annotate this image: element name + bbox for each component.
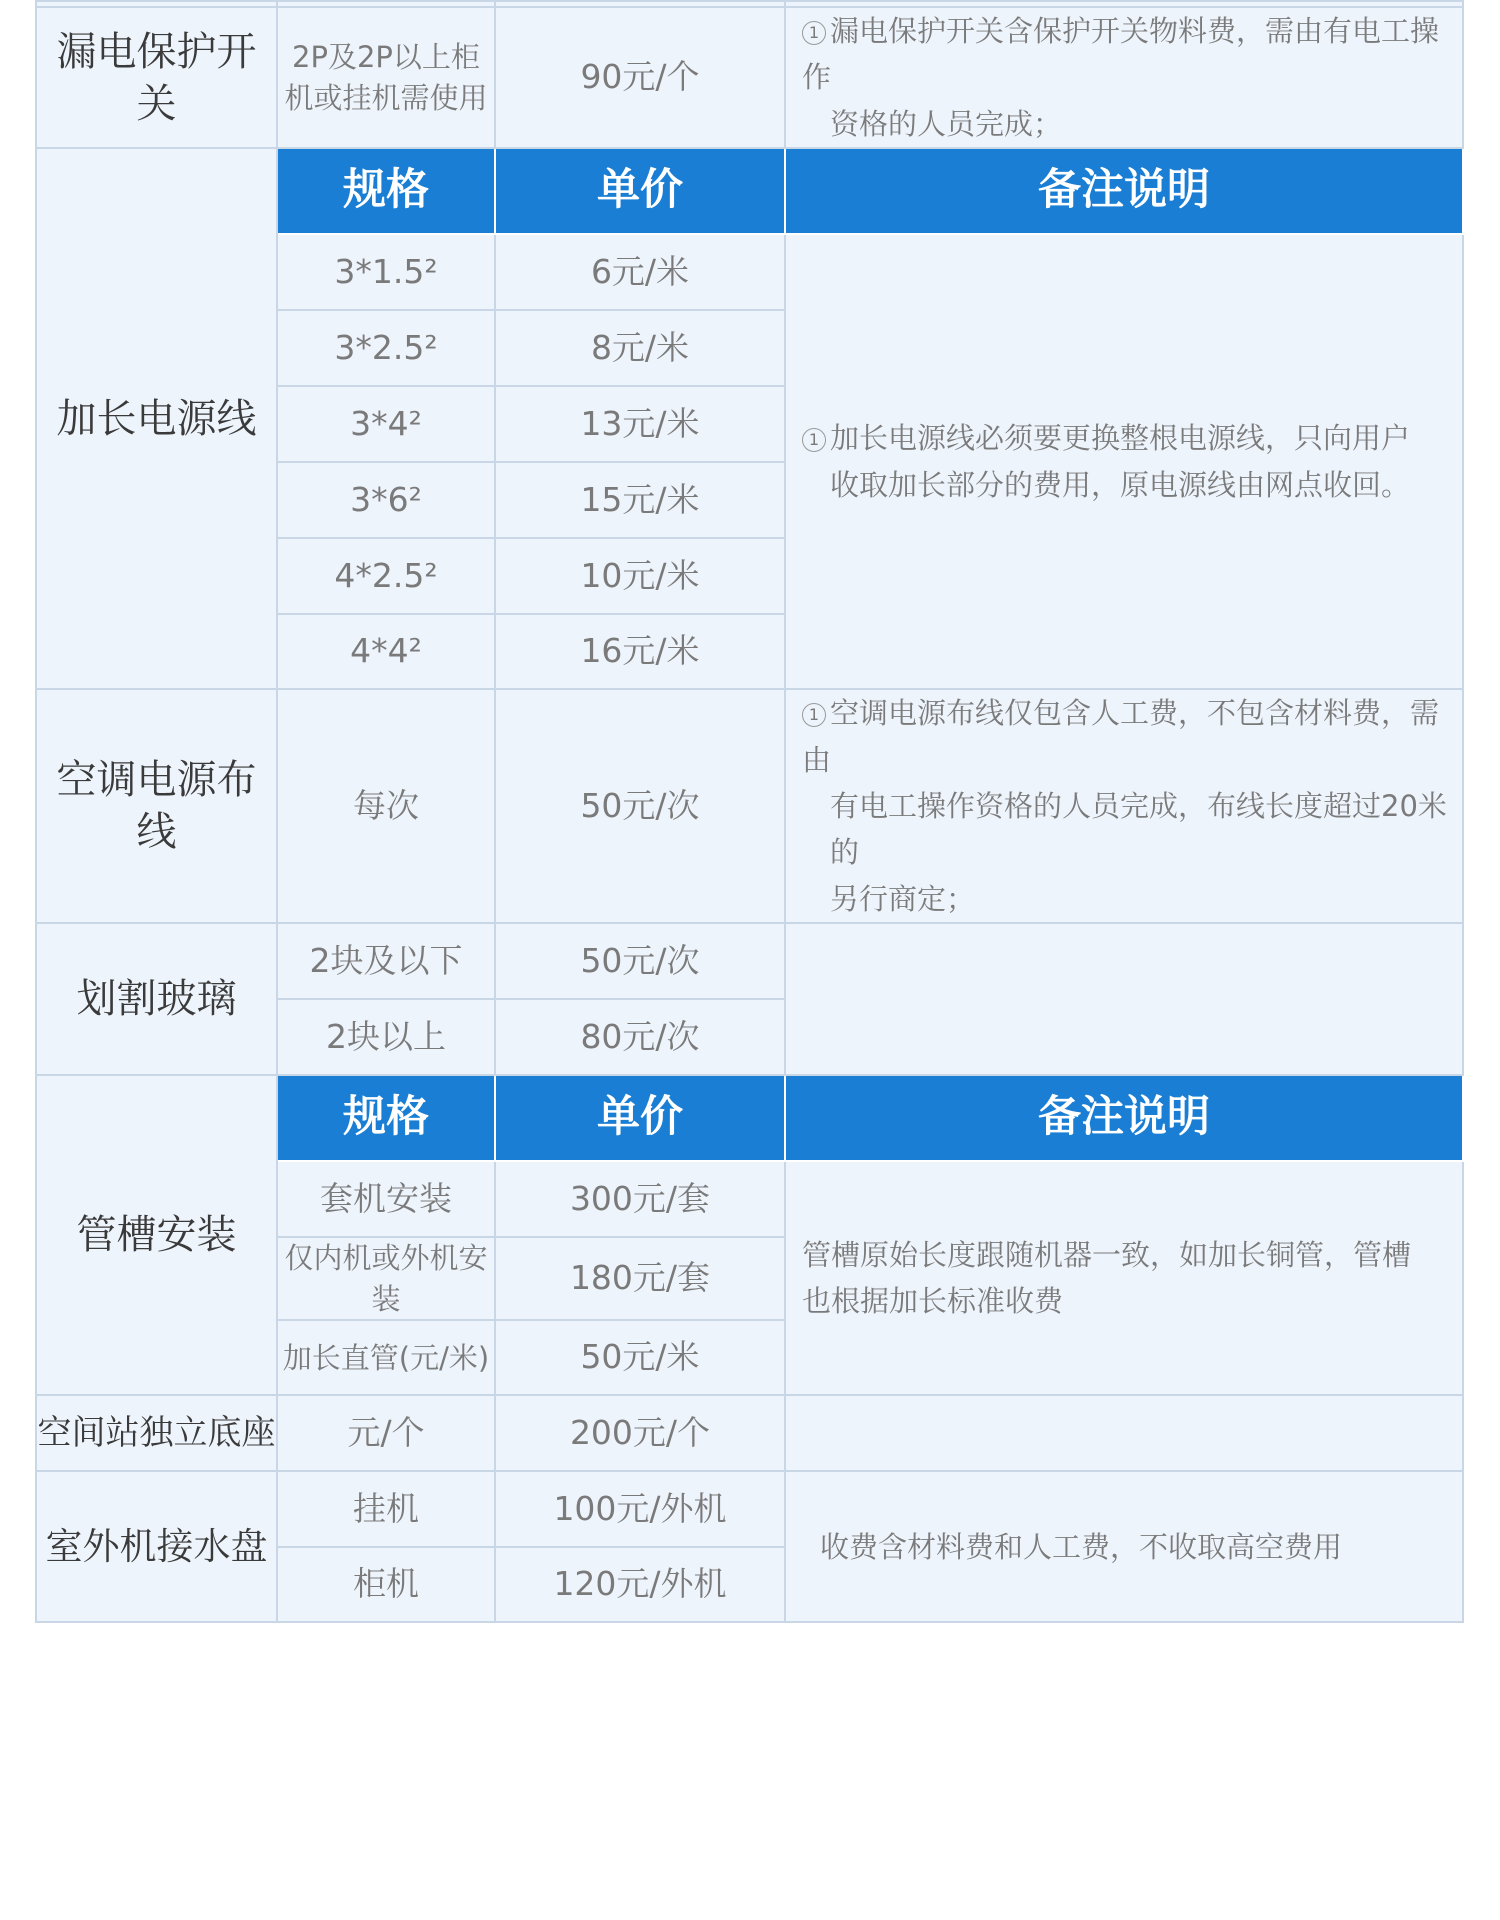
price-cell: 6元/米 — [495, 234, 785, 310]
note-text: 另行商定； — [830, 881, 976, 916]
price-cell: 50元/次 — [495, 689, 785, 923]
note-text: 加长电源线必须要更换整根电源线，只向用户 — [830, 421, 1411, 456]
price-cell: 100元/外机 — [495, 1471, 785, 1547]
note-text: 资格的人员完成； — [830, 106, 1063, 141]
category-cell: 管槽安装 — [36, 1075, 277, 1395]
price-cell: 10元/米 — [495, 538, 785, 614]
header-note: 备注说明 — [785, 148, 1463, 234]
table-row-leakage-switch — [36, 7, 1463, 148]
header-spec: 规格 — [277, 148, 495, 234]
note-cell — [785, 7, 1463, 148]
note-text: 收取加长部分的费用，原电源线由网点收回。 — [830, 467, 1411, 502]
spec-cell: 3*4² — [277, 386, 495, 462]
price-cell: 13元/米 — [495, 386, 785, 462]
table-row — [36, 923, 1463, 999]
price-cell: 120元/外机 — [495, 1547, 785, 1622]
note-text: 有电工操作资格的人员完成，布线长度超过20米的 — [830, 788, 1447, 870]
spec-cell: 挂机 — [277, 1471, 495, 1547]
header-spec: 规格 — [277, 1075, 495, 1161]
category-cell: 划割玻璃 — [36, 923, 277, 1075]
table-row-ac-wiring — [36, 689, 1463, 923]
note-cell — [785, 689, 1463, 923]
note-text: 管槽原始长度跟随机器一致，如加长铜管，管槽 — [802, 1237, 1412, 1272]
note-cell — [785, 1161, 1463, 1395]
note-text: 漏电保护开关含保护开关物料费，需由有电工操作 — [802, 14, 1440, 95]
price-cell: 50元/次 — [495, 923, 785, 999]
spec-cell: 2块以上 — [277, 999, 495, 1075]
service-price-table — [35, 0, 1464, 1623]
note-cell — [785, 234, 1463, 689]
category-cell: 漏电保护开关 — [36, 7, 277, 148]
note-cell — [785, 1395, 1463, 1471]
spec-cell: 2块及以下 — [277, 923, 495, 999]
price-cell: 8元/米 — [495, 310, 785, 386]
category-cell: 空间站独立底座 — [36, 1395, 277, 1471]
spec-cell: 仅内机或外机安装 — [277, 1237, 495, 1320]
spec-cell: 元/个 — [277, 1395, 495, 1471]
header-price: 单价 — [495, 1075, 785, 1161]
category-cell: 加长电源线 — [36, 148, 277, 689]
spec-cell: 3*6² — [277, 462, 495, 538]
price-cell: 300元/套 — [495, 1161, 785, 1237]
table-header-row — [36, 148, 1463, 234]
spec-cell: 4*4² — [277, 614, 495, 689]
table-header-row — [36, 1075, 1463, 1161]
header-price: 单价 — [495, 148, 785, 234]
circled-number-icon: 1 — [802, 703, 826, 727]
note-cell: 收费含材料费和人工费，不收取高空费用 — [785, 1471, 1463, 1622]
spec-cell: 4*2.5² — [277, 538, 495, 614]
price-cell: 15元/米 — [495, 462, 785, 538]
spec-cell: 套机安装 — [277, 1161, 495, 1237]
circled-number-icon: 1 — [802, 21, 826, 45]
note-text: 也根据加长标准收费 — [802, 1284, 1064, 1319]
note-text: 空调电源布线仅包含人工费，不包含材料费，需由 — [802, 696, 1440, 777]
price-cell: 90元/个 — [495, 7, 785, 148]
circled-number-icon: 1 — [802, 428, 826, 452]
category-cell: 室外机接水盘 — [36, 1471, 277, 1622]
spec-cell: 2P及2P以上柜机或挂机需使用 — [277, 7, 495, 148]
price-cell: 50元/米 — [495, 1320, 785, 1395]
spec-cell: 每次 — [277, 689, 495, 923]
price-cell: 80元/次 — [495, 999, 785, 1075]
header-note: 备注说明 — [785, 1075, 1463, 1161]
table-row-base — [36, 1395, 1463, 1471]
price-cell: 180元/套 — [495, 1237, 785, 1320]
spec-cell: 加长直管(元/米) — [277, 1320, 495, 1395]
table-row — [36, 1471, 1463, 1547]
price-cell: 200元/个 — [495, 1395, 785, 1471]
category-cell: 空调电源布线 — [36, 689, 277, 923]
spec-cell: 3*2.5² — [277, 310, 495, 386]
note-cell — [785, 923, 1463, 1075]
spec-cell: 柜机 — [277, 1547, 495, 1622]
price-cell: 16元/米 — [495, 614, 785, 689]
spec-cell: 3*1.5² — [277, 234, 495, 310]
